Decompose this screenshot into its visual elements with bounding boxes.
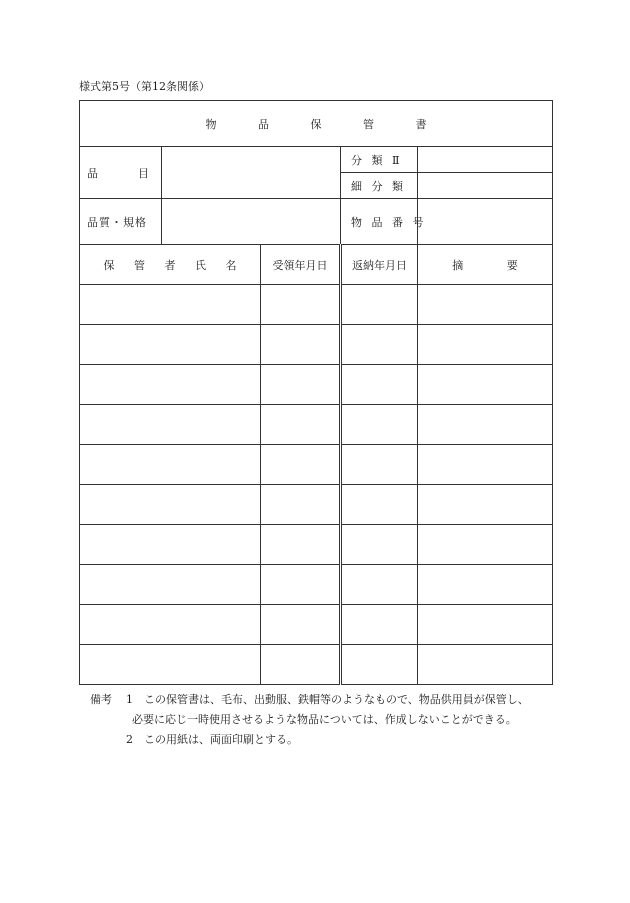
- returned-date-cell[interactable]: [341, 525, 418, 565]
- classification-field[interactable]: [418, 147, 553, 173]
- received-date-cell[interactable]: [261, 605, 341, 645]
- table-row: [80, 485, 553, 525]
- returned-date-header: 返納年月日: [341, 245, 418, 285]
- table-row: [80, 565, 553, 605]
- title-row: [80, 101, 553, 147]
- sub-classification-field[interactable]: [418, 173, 553, 199]
- column-header-row: [80, 245, 553, 285]
- item-number-label: 物 品 番 号: [341, 199, 418, 245]
- custodian-name-cell[interactable]: [80, 485, 261, 525]
- item-number-field[interactable]: [418, 199, 553, 245]
- custodian-name-header: 保 管 者 氏 名: [80, 245, 261, 285]
- returned-date-cell[interactable]: [341, 645, 418, 685]
- remark-text: この保管書は、毛布、出動服、鉄帽等のようなもので、物品供用員が保管し、: [144, 693, 529, 706]
- returned-date-cell[interactable]: [341, 285, 418, 325]
- returned-date-cell[interactable]: [341, 565, 418, 605]
- table-row: [80, 365, 553, 405]
- summary-cell[interactable]: [418, 645, 553, 685]
- quality-spec-label: 品質・規格: [80, 199, 162, 245]
- table-row: [80, 405, 553, 445]
- remark-number: 1: [126, 693, 133, 706]
- remarks-prefix: 備考: [90, 693, 112, 706]
- classification-label: 分 類 Ⅱ: [341, 147, 418, 173]
- table-row: [80, 285, 553, 325]
- quality-spec-field[interactable]: [162, 199, 341, 245]
- summary-cell[interactable]: [418, 365, 553, 405]
- returned-date-cell[interactable]: [341, 605, 418, 645]
- remark-number: 2: [126, 733, 133, 746]
- summary-cell[interactable]: [418, 405, 553, 445]
- received-date-cell[interactable]: [261, 325, 341, 365]
- item-row-top: [80, 147, 553, 173]
- title-char: 保: [310, 117, 322, 131]
- custodian-name-cell[interactable]: [80, 565, 261, 605]
- table-row: [80, 325, 553, 365]
- received-date-cell[interactable]: [261, 285, 341, 325]
- remark-item: [90, 730, 560, 750]
- title-char: 物: [205, 117, 217, 131]
- summary-cell[interactable]: [418, 445, 553, 485]
- received-date-header: 受領年月日: [261, 245, 341, 285]
- table-row: [80, 605, 553, 645]
- custodian-name-cell[interactable]: [80, 645, 261, 685]
- remark-text: この用紙は、両面印刷とする。: [144, 733, 298, 746]
- received-date-cell[interactable]: [261, 445, 341, 485]
- table-row: [80, 445, 553, 485]
- sub-classification-label: 細 分 類: [341, 173, 418, 199]
- returned-date-cell[interactable]: [341, 405, 418, 445]
- returned-date-cell[interactable]: [341, 325, 418, 365]
- received-date-cell[interactable]: [261, 485, 341, 525]
- received-date-cell[interactable]: [261, 405, 341, 445]
- received-date-cell[interactable]: [261, 365, 341, 405]
- received-date-cell[interactable]: [261, 565, 341, 605]
- table-row: [80, 525, 553, 565]
- remark-continuation: 必要に応じ一時使用させるような物品については、作成しないことができる。: [132, 713, 517, 726]
- title-char: 管: [363, 117, 374, 131]
- received-date-cell[interactable]: [261, 525, 341, 565]
- custodian-name-cell[interactable]: [80, 445, 261, 485]
- custodian-name-cell[interactable]: [80, 405, 261, 445]
- item-name-label: 品 目: [80, 147, 162, 199]
- custody-form-table: [79, 100, 553, 685]
- returned-date-cell[interactable]: [341, 445, 418, 485]
- form-number: 様式第5号（第12条関係）: [79, 80, 210, 93]
- returned-date-cell[interactable]: [341, 365, 418, 405]
- table-row: [80, 645, 553, 685]
- custodian-name-cell[interactable]: [80, 605, 261, 645]
- title-char: 書: [415, 117, 427, 131]
- remark-item: [90, 690, 560, 710]
- item-name-field[interactable]: [162, 147, 341, 199]
- custodian-name-cell[interactable]: [80, 325, 261, 365]
- summary-cell[interactable]: [418, 325, 553, 365]
- form-title: [80, 101, 553, 147]
- summary-cell[interactable]: [418, 565, 553, 605]
- summary-header: 摘 要: [418, 245, 553, 285]
- custodian-name-cell[interactable]: [80, 365, 261, 405]
- summary-cell[interactable]: [418, 605, 553, 645]
- custodian-name-cell[interactable]: [80, 525, 261, 565]
- returned-date-cell[interactable]: [341, 485, 418, 525]
- quality-row: [80, 199, 553, 245]
- title-char: 品: [258, 117, 269, 131]
- summary-cell[interactable]: [418, 525, 553, 565]
- summary-cell[interactable]: [418, 285, 553, 325]
- received-date-cell[interactable]: [261, 645, 341, 685]
- summary-cell[interactable]: [418, 485, 553, 525]
- remarks-section: [90, 690, 560, 750]
- custodian-name-cell[interactable]: [80, 285, 261, 325]
